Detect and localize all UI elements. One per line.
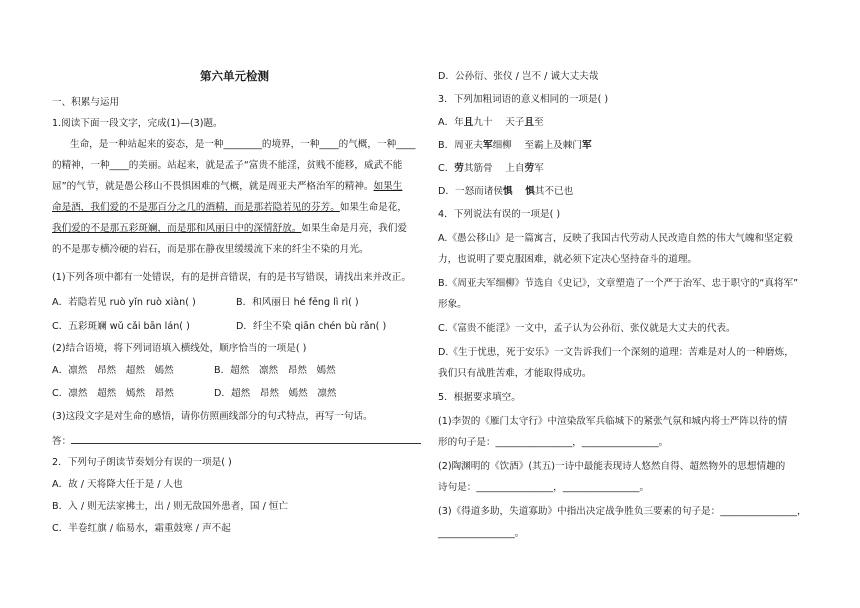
option-b: B．超然 凛然 昂然 嫣然 xyxy=(214,365,336,376)
option-b: B．入 / 则无法家拂士，出 / 则无敌国外患者，国 / 恒亡 xyxy=(52,501,289,512)
option-c: C.《富贵不能淫》一文中，孟子认为公孙衍、张仪就是大丈夫的代表。 xyxy=(438,323,736,334)
option-text: 细柳 至霸上及棘门 xyxy=(492,140,582,151)
question-5-1-line-1: (1)李贺的《雁门太守行》中渲染敌军兵临城下的紧张气氛和城内将士严阵以待的情 xyxy=(438,416,788,427)
question-1-stem: 1.阅读下面一段文字，完成(1)—(3)题。 xyxy=(52,118,223,129)
option-row xyxy=(52,364,424,377)
passage-text: 如果生命是月亮，我们爱 xyxy=(301,223,407,234)
bold-word: 惧 xyxy=(525,186,535,197)
bold-word: 劳 xyxy=(454,163,464,174)
question-5-3-line-2: ________________。 xyxy=(438,528,525,539)
passage-line-6: 的不是那专横冷硬的岩石，而是那在静夜里缓缓流下来的纤尘不染的月光。 xyxy=(52,244,369,255)
option-text: 其筋骨 上自 xyxy=(463,163,525,174)
option-a: A．若隐若见 ruò yǐn ruò xiàn( ) xyxy=(52,297,196,308)
option-d: D．纤尘不染 qiān chén bù rǎn( ) xyxy=(236,321,387,332)
option-text: A．年 xyxy=(438,117,464,128)
option-a-line-2: 力，也说明了要克服困难，就必须下定决心坚持奋斗的道理。 xyxy=(438,254,698,265)
question-5-3-line-1: (3)《得道多助，失道寡助》中指出决定战争胜负三要素的句子是：________________， xyxy=(438,506,807,517)
passage-line-3 xyxy=(52,180,424,193)
question-1-2: (2)结合语境，将下列词语填入横线处，顺序恰当的一项是( ) xyxy=(52,343,307,354)
option-row xyxy=(52,296,424,309)
passage-text: 屈”的气节，就是愚公移山不畏惧困难的气概，就是周亚夫严格治军的精神。 xyxy=(52,181,374,192)
bold-word: 劳 xyxy=(524,163,535,174)
bold-word: 惧 xyxy=(502,186,513,197)
passage-line-5 xyxy=(52,222,424,235)
question-5-1-line-2: 形的句子是：________________，________________。 xyxy=(438,437,669,448)
underlined-sentence: 我们爱的不是那五彩斑斓，而是那和风丽日中的深情舒放。 xyxy=(52,223,302,234)
option-d: D．公孙衍、张仪 / 岂不 / 诚大丈夫哉 xyxy=(438,71,599,82)
option-row xyxy=(52,387,424,400)
bold-word: 且 xyxy=(524,117,534,128)
answer-line xyxy=(52,433,424,448)
passage-line-4 xyxy=(52,201,424,214)
option-d-line-2: 我们只有战胜苦难，才能取得成功。 xyxy=(438,368,592,379)
option-row xyxy=(52,320,424,333)
option-text: C． xyxy=(438,163,455,174)
option-a xyxy=(438,116,818,129)
question-5-2-line-1: (2)陶渊明的《饮酒》(其五)一诗中最能表现诗人悠然自得、超然物外的思想情趣的 xyxy=(438,461,786,472)
bold-word: 军 xyxy=(482,140,493,151)
option-c: C．半卷红旗 / 临易水，霜重鼓寒 / 声不起 xyxy=(52,523,231,534)
bold-word: 且 xyxy=(463,117,474,128)
option-a: A．故 / 天将降大任于是 / 人也 xyxy=(52,479,183,490)
question-3: 3．下列加粗词语的意义相同的一项是( ) xyxy=(438,94,609,105)
option-d xyxy=(438,185,818,198)
question-2: 2．下列句子朗读节奏划分有误的一项是( ) xyxy=(52,457,232,468)
option-text xyxy=(513,186,526,197)
option-text: D．一怒而诸侯 xyxy=(438,186,503,197)
option-b xyxy=(438,139,818,152)
passage-line-1: 生命，是一种站起来的姿态，是一种________的境界，一种____的气概，一种____ xyxy=(70,139,416,150)
option-text: B．周亚夫 xyxy=(438,140,483,151)
question-5-2-line-2: 诗句是：________________，________________。 xyxy=(438,482,650,493)
option-b: B．和风丽日 hé fēng lì rì( ) xyxy=(236,297,359,308)
option-text: 军 xyxy=(534,163,544,174)
question-1-1: (1)下列各项中都有一处错误，有的是拼音错误，有的是书写错误，请找出来并改正。 xyxy=(52,272,411,283)
option-c: C．凛然 超然 嫣然 昂然 xyxy=(52,388,174,399)
option-text: 九十 天子 xyxy=(473,117,525,128)
answer-label: 答： xyxy=(52,436,72,447)
section-heading: 一、积累与运用 xyxy=(52,97,120,108)
option-a-line-1: A.《愚公移山》是一篇寓言，反映了我国古代劳动人民改造自然的伟大气魄和坚定毅 xyxy=(438,233,793,244)
question-1-3: (3)这段文字是对生命的感悟，请你仿照画线部分的句式特点，再写一句话。 xyxy=(52,411,373,422)
underlined-sentence: 如果生 xyxy=(373,181,403,192)
option-c xyxy=(438,162,818,175)
page-title: 第六单元检测 xyxy=(200,69,269,83)
passage-text: 如果生命是花， xyxy=(339,202,407,213)
option-d-line-1: D.《生于忧患，死于安乐》一文告诉我们一个深刻的道理：苦难是对人的一种磨炼， xyxy=(438,347,794,358)
option-text: 至 xyxy=(533,117,544,128)
option-c: C．五彩斑斓 wǔ cǎi bān lán( ) xyxy=(52,321,190,332)
option-b-line-2: 形象。 xyxy=(438,299,467,310)
passage-line-2: 的精神，一种____的美丽。站起来，就是孟子“富贵不能淫，贫贱不能移，威武不能 xyxy=(52,160,403,171)
question-5: 5．根据要求填空。 xyxy=(438,392,521,403)
answer-blank[interactable] xyxy=(71,433,421,444)
question-4: 4．下列说法有误的一项是( ) xyxy=(438,209,561,220)
option-a: A．凛然 昂然 超然 嫣然 xyxy=(52,365,174,376)
underlined-sentence: 命是酒，我们爱的不是那百分之几的酒精，而是那若隐若见的芬芳。 xyxy=(52,202,340,213)
option-d: D．超然 昂然 嫣然 凛然 xyxy=(214,388,337,399)
bold-word: 军 xyxy=(581,140,592,151)
option-b-line-1: B.《周亚夫军细柳》节选自《史记》，文章塑造了一个严于治军、忠于职守的“真将军” xyxy=(438,278,799,289)
option-text: 其不已也 xyxy=(534,186,574,197)
